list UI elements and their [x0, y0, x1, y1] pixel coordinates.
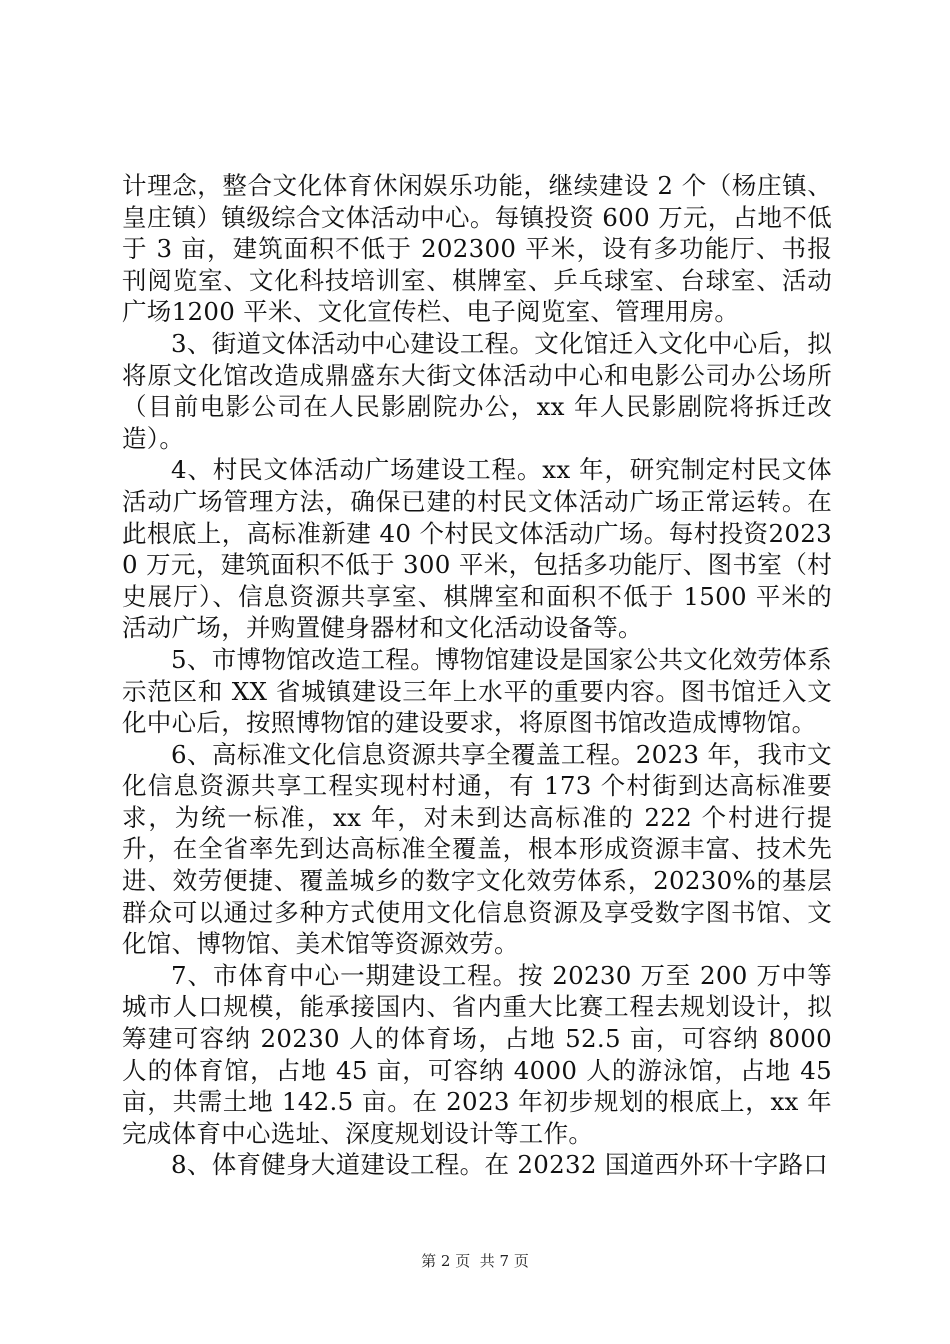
paragraph-continuation: 计理念，整合文化体育休闲娱乐功能，继续建设 2 个（杨庄镇、皇庄镇）镇级综合文体活动中心。每镇投资 600 万元，占地不低于 3 亩，建筑面积不低于 202300 平米，设有多功能厅、书报刊阅览室、文化科技培训室、棋牌室、乒乓球室、台球室、活动广场1200 平米、文化宣传栏、电子阅览室、管理用房。	[122, 171, 832, 327]
page-footer	[0, 1250, 950, 1271]
paragraph-item-4: 4、村民文体活动广场建设工程。xx 年，研究制定村民文体活动广场管理方法，确保已建的村民文体活动广场正常运转。在此根底上，高标准新建 40 个村民文体活动广场。每村投资20230 万元，建筑面积不低于 300 平米，包括多功能厅、图书室（村史展厅）、信息资源共享室、棋牌室和面积不低于 1500 平米的活动广场，并购置健身器材和文化活动设备等。	[122, 455, 832, 643]
paragraph-item-3: 3、街道文体活动中心建设工程。文化馆迁入文化中心后，拟将原文化馆改造成鼎盛东大街文体活动中心和电影公司办公场所（目前电影公司在人民影剧院办公，xx 年人民影剧院将拆迁改造）。	[122, 328, 832, 453]
paragraph-item-6: 6、高标准文化信息资源共享全覆盖工程。2023 年，我市文化信息资源共享工程实现村村通，有 173 个村街到达高标准要求，为统一标准，xx 年，对未到达高标准的 222 个村进行提升，在全省率先到达高标准全覆盖，根本形成资源丰富、技术先进、效劳便捷、覆盖城乡的数字文化效劳体系，20230%的基层群众可以通过多种方式使用文化信息资源及享受数字图书馆、文化馆、博物馆、美术馆等资源效劳。	[122, 739, 832, 959]
page-number: 第 2 页 共 7 页	[421, 1252, 529, 1270]
paragraph-item-7: 7、市体育中心一期建设工程。按 20230 万至 200 万中等城市人口规模，能承接国内、省内重大比赛工程去规划设计，拟筹建可容纳 20230 人的体育场，占地 52.5 亩，可容纳 8000 人的体育馆，占地 45 亩，可容纳 4000 人的游泳馆，占地 45 亩，共需土地 142.5 亩。在 2023 年初步规划的根底上，xx 年完成体育中心选址、深度规划设计等工作。	[122, 960, 832, 1148]
paragraph-item-8: 8、体育健身大道建设工程。在 20232 国道西外环十字路口	[171, 1150, 829, 1180]
paragraph-item-5: 5、市博物馆改造工程。博物馆建设是国家公共文化效劳体系示范区和 XX 省城镇建设三年上水平的重要内容。图书馆迁入文化中心后，按照博物馆的建设要求，将原图书馆改造成博物馆。	[122, 644, 832, 738]
document-body	[122, 170, 832, 1181]
